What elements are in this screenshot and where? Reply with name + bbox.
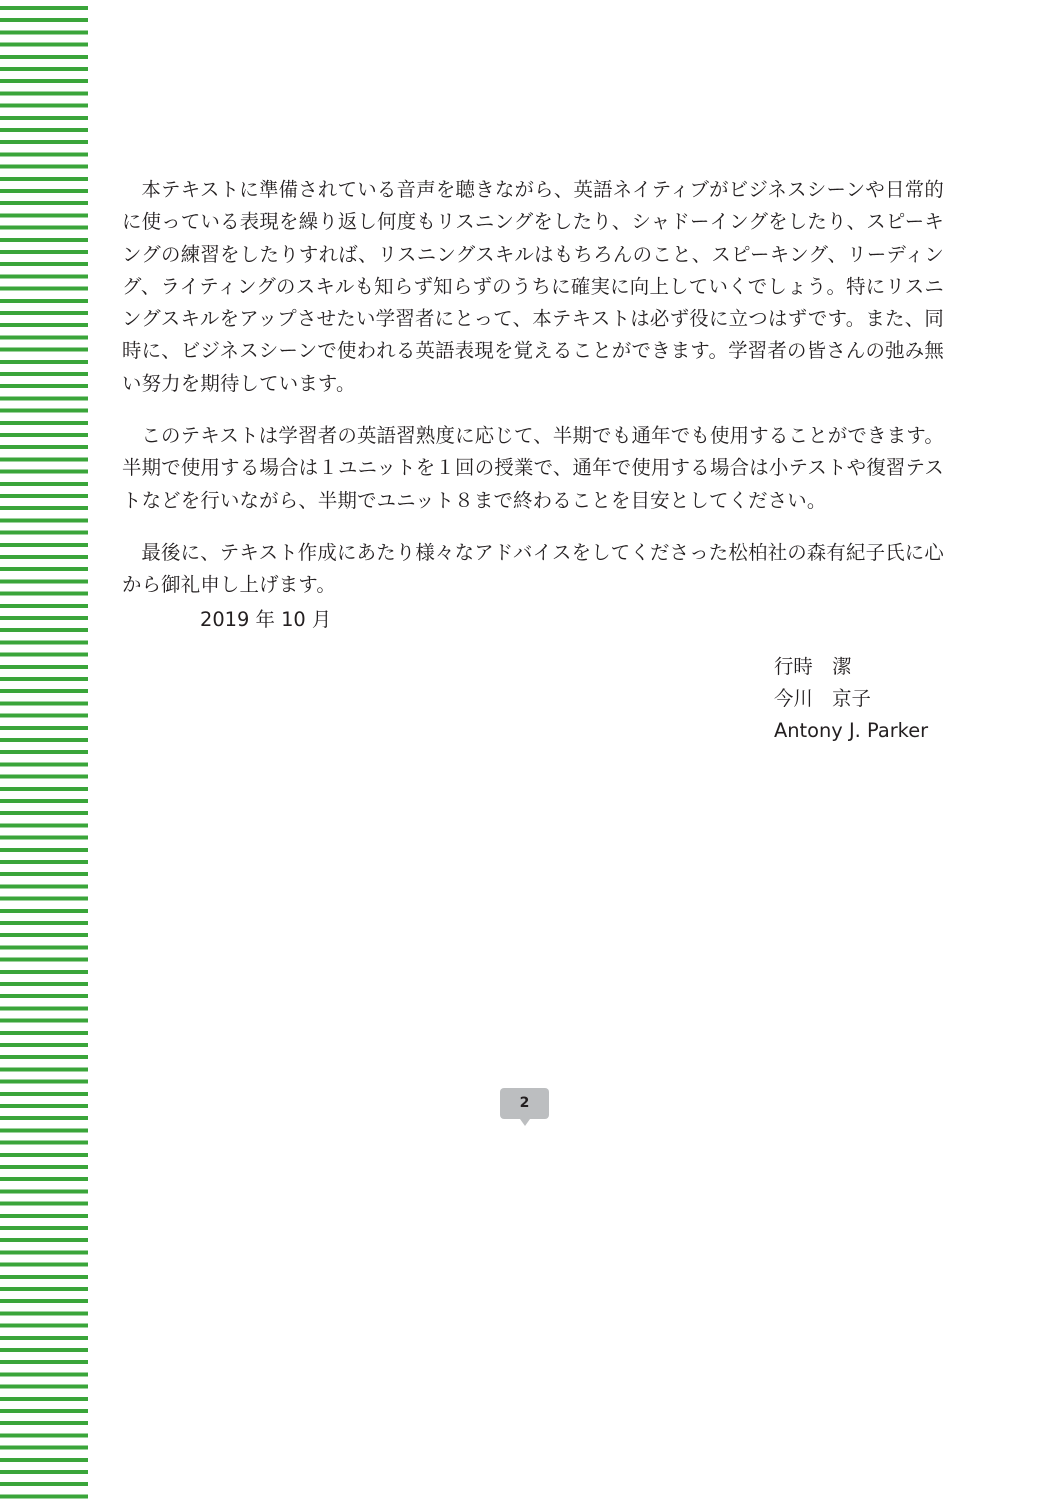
preface-date: 2019 年 10 月 [200, 608, 332, 631]
author-name: Antony J. Parker [774, 719, 929, 742]
author-name: 今川 京子 [774, 687, 871, 710]
preface-paragraph-3: 最後に、テキスト作成にあたり様々なアドバイスをしてくださった松柏社の森有紀子氏に心から御礼申し上げます。 [122, 540, 944, 597]
preface-paragraph-2: このテキストは学習者の英語習熟度に応じて、半期でも通年でも使用することができます。半期で使用する場合は１ユニットを１回の授業で、通年で使用する場合は小テストや復習テストなどを行いながら、半期でユニット８まで終わることを目安としてください。 [122, 424, 944, 512]
preface-body [122, 174, 944, 622]
author-list [774, 651, 928, 747]
preface-paragraph-1: 本テキストに準備されている音声を聴きながら、英語ネイティブがビジネスシーンや日常的に使っている表現を繰り返し何度もリスニングをしたり、シャドーイングをしたり、スピーキングの練習をしたりすれば、リスニングスキルはもちろんのこと、スピーキング、リーディング、ライティングのスキルも知らず知らずのうちに確実に向上していくでしょう。特にリスニングスキルをアップさせたい学習者にとって、本テキストは必ず役に立つはずです。また、同時に、ビジネスシーンで使われる英語表現を覚えることができます。学習者の皆さんの弛み無い努力を期待しています。 [122, 178, 944, 395]
page-number-badge: 2 [500, 1088, 549, 1119]
green-stripe-decoration [0, 0, 88, 1500]
author-name: 行時 潔 [774, 655, 852, 678]
